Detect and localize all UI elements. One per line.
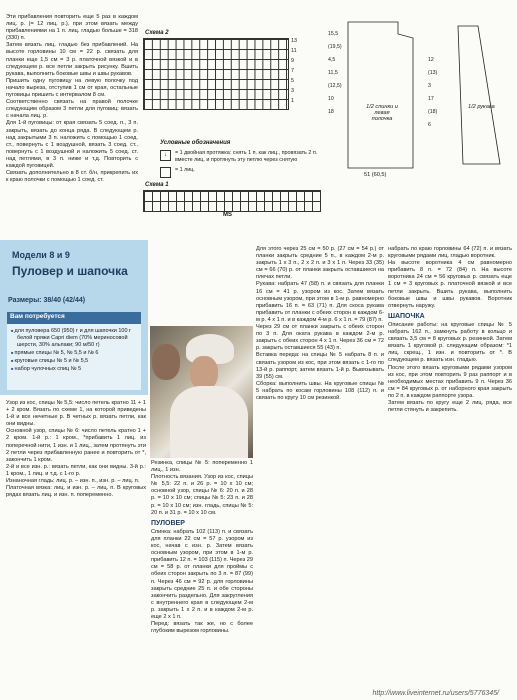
watermark: http://www.liveinternet.ru/users/5776345/: [372, 690, 499, 697]
paragraph: Основной узор, спицы № 6: число петель кратно 1 + 2 кром. 1-й р.: 1 кром., *прибавить 1 лиц. из поперечной нити, 1 изн. и 1 лиц., затем протянуть эти 2 петли через прибавленную ранее и повторить от *, закончить 1 кром.: [6, 428, 146, 463]
legend-text: = 1 лиц.: [175, 166, 195, 173]
legend-item: [160, 167, 320, 178]
model-title: Пуловер и шапочка: [12, 264, 128, 278]
paragraph: Изнаночная гладь: лиц. р. – изн. п., изн. р. – лиц. п.: [6, 478, 140, 485]
dimension-number: 15,5: [328, 31, 339, 37]
list-item: ■ прямые спицы № 5, № 5,5 и № 6: [11, 349, 137, 357]
materials-box: [7, 312, 141, 390]
schema-2-grid: [143, 38, 289, 110]
list-item: ■ набор чулочных спиц № 5: [11, 365, 137, 373]
row-number: 11: [291, 48, 297, 54]
dimension-number: 3: [428, 83, 431, 89]
paragraph: Платочная вязка: лиц. и изн. р. – лиц. п. В круговых рядах вязать лиц. и изн. п. попеременно.: [6, 485, 146, 499]
schema-1: [143, 182, 323, 222]
paragraph: Вставка переда: на спицы № 5 набрать 8 п. и связать узором из кос, при этом вязать с 1-го по 13-й р. раппорт, затем вязать 1-й р. Вывязывать 39 (55) см.: [256, 352, 384, 380]
materials-title: Вам потребуется: [10, 313, 65, 320]
row-number: 13: [291, 38, 297, 44]
dimension-number: (12,5): [328, 83, 342, 89]
paragraph: На высоте воротника 4 см равномерно прибавить 8 п. = 72 (84) п. На высоте воротника 24 см = 56 круговых р. связать еще 1 см = 3 круговых р. платочной вязкой и все петли закрыть. Вшить рукава, выполнить боковые швы и швы рукавов. Воротник отвернуть наружу.: [388, 260, 512, 309]
top-left-text: [6, 14, 138, 184]
paragraph: После этого вязать круговыми рядами узором из кос, при этом повторить 9 раз раппорт и в необходимых местах прибавить 9 п. Через 36 см = 84 круговых р. от наборного края закрыть по 2 п. в каждом раппорте узора.: [388, 364, 512, 399]
legend-text: = 1 двойная протяжка: снять 1 п. как лиц., провязать 2 п. вместе лиц. и протянуть эту петлю через снятую: [175, 150, 318, 163]
left-dimensions: [328, 28, 342, 119]
knit-stitch-icon: [160, 167, 171, 178]
man-figure: [152, 344, 180, 380]
paragraph: Спинка: набрать 102 (113) п. и связать для планки 22 см = 57 р. узором из кос, начав с изн. р. Затем вязать основным узором, при этом в 1-м р. прибавить 12 п. = 103 (115) п. Через 29 см = 58 р. от планки для проймы с обеих сторон закрыть по 3 п. = 87 (99) п. Через 46 см = 92 р. для горловины закрыть средние 25 п. и обе стороны закончить раздельно. Для закругления с внутреннего края в следующем 2-м р. закрыть 1 х 2 п. и в каждом 2-м р. еще 2 х 1 п.: [151, 528, 253, 620]
model-photo: [150, 326, 253, 458]
paragraph: Соответственно связать на правой полочке следующим образом 3 петли для пуговиц: вязать с начала лиц. р.: [6, 99, 138, 120]
paragraph: Описание работы: на круговые спицы № 5 набрать 162 п., замкнуть работу в кольцо и связать 3,5 см = 8 круговых р. резинкой. Затем вязать 1 круговой р. следующим образом: *1 лиц. скрещ., 1 изн. и повторить от *. В следующем р. вязать изн. гладью.: [388, 321, 512, 364]
row-number: 7: [291, 68, 294, 74]
legend: [160, 140, 320, 181]
dimension-number: (13): [428, 70, 438, 76]
schema-1-title: Схема 1: [145, 182, 169, 188]
dimension-number: 4,5: [328, 57, 336, 63]
paragraph: набрать по краю горловины 64 (72) п. и вязать круговыми рядами лиц. гладью воротник.: [388, 246, 512, 260]
paragraph: 2-й и все изн. р.: вязать петли, как они видны. 3-й р.: 1 кром., 1 лиц. и т.д. с 1-го р.: [6, 463, 146, 477]
row-number: 3: [291, 88, 294, 94]
schema-1-grid: [143, 190, 321, 212]
paragraph: Эти прибавления повторить еще 5 раз в каждом лиц. р. (= 12 лиц. р.), при этом вязать между прибавлениями на 1 п. лиц. гладью больше = 318 (330) п.: [6, 14, 138, 42]
middle-bottom-text: [151, 460, 253, 635]
dimension-number: 18: [328, 109, 334, 115]
paragraph: Для этого через 25 см = 50 р. (27 см = 54 р.) от планки закрыть средние 5 п., в каждом 2-м р. закрыть 1 х 3 п., 2 х 2 п. и 3 х 1 п. Через 33 (35) см = 66 (70) р. от планки закрыть оставшиеся на плечах петли.: [256, 246, 384, 281]
sizes: Размеры: 38/40 (42/44): [8, 297, 86, 304]
dimension-number: 12: [428, 57, 434, 63]
paragraph: Пришить одну пуговицу на левую полочку под начало выреза, отступив 1 см от края, остальные пуговицы пришить с интервалом 8 см.: [6, 77, 138, 99]
section-heading: ПУЛОВЕР: [151, 519, 185, 527]
paragraph: Затем вязать по кругу еще 2 лиц. ряда, все петли стянуть и закрепить.: [388, 399, 512, 414]
model-number: Модели 8 и 9: [12, 250, 70, 260]
paragraph: Затем вязать лиц. гладью без прибавлений. На высоте горловины 10 см = 22 р. связать для планки еще 1,5 см = 3 р. платочной вязкой и в следующем р. все петли закрыть рисунку. Вшить рукава, выполнить боковые швы и швы рукавов.: [6, 42, 138, 77]
paragraph: Связать дополнительно в 8 ст. б/н, прикрепить их к краю полочки с помощью 1 соед. ст.: [6, 170, 138, 184]
row-number: 9: [291, 58, 294, 64]
width-label: 51 (60,5): [364, 172, 387, 178]
dimension-number: (19,5): [328, 44, 342, 50]
schema-2: [143, 30, 323, 120]
model-header: [0, 240, 148, 395]
dimension-number: (18): [428, 109, 438, 115]
double-decrease-icon: ↓: [160, 150, 171, 161]
list-item: ■ круговые спицы № 5 и № 5,5: [11, 357, 137, 365]
half-back-label: 1/2 спинки и левая полочка: [366, 104, 398, 122]
dimension-number: 10: [328, 96, 334, 102]
column-3-text: [256, 246, 384, 402]
right-dimensions: [428, 54, 437, 132]
paragraph: Для 1-й пуговицы: от края связать 5 соед. п., 3 п. закрыть, вязать до конца ряда. В следующем р. над закрытыми 3 п. наложить с помощью 1 соед. ст., повернуть с 1 воздушной, вязать 3 соед. ст., повернуть с 1 воздушной и наложить 5 соед. ст. над петлями, в 3 п. ниже и т.д. Повторить с каждой пуговицей.: [6, 120, 138, 169]
legend-item: [160, 150, 320, 164]
dimension-number: 17: [428, 96, 434, 102]
sweater-figure: [170, 386, 248, 458]
paragraph: Резинка, спицы № 5: попеременно 1 лиц., 1 изн.: [151, 460, 253, 474]
paragraph: Рукава: набрать 47 (58) п. и связать для планки 16 см = 41 р. узором из кос. Затем вязать основным узором, при этом в 1-м р. равномерно прибавить 16 п. = 63 (71) п. Для скоса рукава прибавить от планки с обеих сторон в каждом 6-м р. 4 х 1 п. и в каждом 4-м р. 6 х 1 п. = 79 (87) п.: [256, 281, 384, 323]
row-number: 1: [291, 98, 294, 104]
pattern-diagram: [328, 14, 510, 184]
legend-title: Условные обозначения: [160, 140, 231, 146]
paragraph: Сборка: выполнить швы. На круговые спицы № 5 набрать по косам горловины 108 (112) п. и связать по кругу 10 см резинкой.: [256, 380, 384, 401]
row-number: 5: [291, 78, 294, 84]
section-heading: ШАПОЧКА: [388, 312, 425, 320]
list-item: ■ для пуловера 650 (950) г и для шапочки 100 г белой пряжи Capri diem (70% мериносовой шерсти, 30% альпаки; 90 м/50 г): [11, 327, 137, 349]
paragraph: Плотность вязания. Узор из кос, спицы № 5,5: 22 п. и 26 р. = 10 x 10 см; основной узор, спицы № 6: 20 п. и 28 р. = 10 x 10 см; спицы № 5: 23 п. и 28 р. = 10 x 10 см; изн. гладь, спицы № 5: 20 п. и 31 р. = 10 x 10 см.: [151, 474, 253, 516]
column-4-text: [388, 246, 512, 414]
ms-label: MS: [223, 212, 232, 218]
schema-2-title: Схема 2: [145, 30, 169, 36]
dimension-number: 11,5: [328, 70, 338, 76]
left-bottom-text: [6, 400, 146, 499]
paragraph: Перед: вязать так же, но с более глубоким вырезом горловины.: [151, 621, 253, 635]
sleeve-label: 1/2 рукава: [468, 104, 495, 110]
paragraph: Узор из кос, спицы № 5,5: число петель кратно 11 + 1 + 2 кром. Вязать по схеме 1, на которой приведены 1-й и все нечетные р. В четных р. вязать петли, как они видны.: [6, 400, 146, 428]
woman-face: [190, 356, 218, 390]
dimension-number: 6: [428, 122, 431, 128]
paragraph: Через 29 см от планки закрыть с обеих сторон по 3 п. Для оката рукава в каждом 2-м р. закрыть с обеих сторон 4 х 1 п. Через 36 см = 72 р. закрыть оставшиеся 55 (43) п.: [256, 324, 384, 352]
pattern-outline: [328, 14, 510, 184]
